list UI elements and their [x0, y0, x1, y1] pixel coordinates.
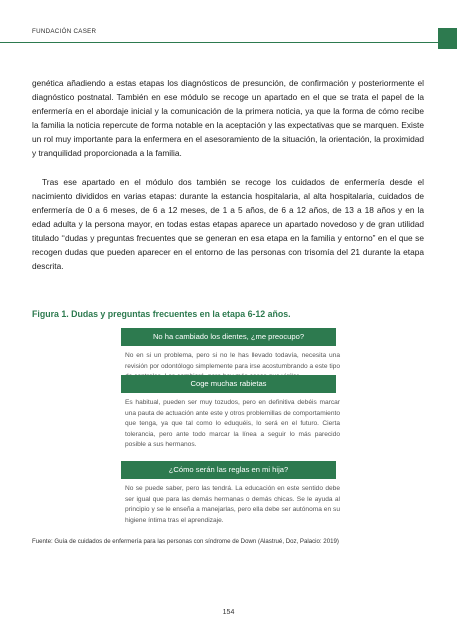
body-paragraph-2: Tras ese apartado en el módulo dos también se recoge los cuidados de enfermería desde el nacimiento divididos en varias etapas: durante la estancia hospitalaria, al alta hospitalaria, cuidados de enfermería de 0 a 6 meses, de 6 a 12 meses, de 1 a 5 años, de 6 a 12 años, de 13 a 18 años y en la edad adulta y la persona mayor, en todas estas etapas aparece un apartado novedoso y de gran utilidad titulado ‘‘dudas y preguntas frecuentes que se generan en esa etapa en la familia y entorno” en el que se recogen dudas que pueden aparecer en el entorno de las personas con trisomía del 21 durante la etapa descrita.	[32, 177, 424, 271]
body-paragraph-1: genética añadiendo a estas etapas los diagnósticos de presunción, de confirmación y posteriormente el diagnóstico postnatal. También en ese módulo se recoge un apartado en el que se trata el papel de la enfermería en el abordaje inicial y la comunicación de la primera noticia, ya que la forma de cómo recibe la familia la noticia repercute de forma notable en la aceptación y las expectativas que se marquen. Existe un rol muy importante para la enfermera en el asesoramiento de la situación, la orientación, la proximidad y tranquilidad proporcionada a la familia.	[32, 78, 424, 158]
figure-question-2: Coge muchas rabietas	[121, 375, 336, 393]
figure-title: Figura 1. Dudas y preguntas frecuentes en la etapa 6-12 años.	[32, 309, 291, 319]
figure-answer-1: No en si un problema, pero si no le has llevado todavía, necesita una revisión por odontólogo simplemente para irse acostumbrando a este tipo	[125, 352, 340, 370]
page-number: 154	[222, 609, 235, 616]
figure-source: Fuente: Guía de cuidados de enfermería para las personas con síndrome de Down (Alastrué, Doz, Palacio: 2019)	[32, 538, 339, 545]
figure-question-3: ¿Cómo serán las reglas en mi hija?	[121, 461, 336, 479]
figure-answer-2: Es habitual, pueden ser muy tozudos, pero en definitiva debéis marcar una pauta de actuación ante este y otros problemillas de comportamiento que tenga, ya que tal como lo eduquéis, lo será en el futuro. Cierta tolerancia, pero ante todo marcar la línea a seguir lo más parecido posible a sus hermanos.	[125, 399, 340, 449]
header-rule	[0, 42, 438, 43]
figure-question-1: No ha cambiado los dientes, ¿me preocupo?	[121, 328, 336, 346]
header-org: FUNDACIÓN CASER	[32, 28, 97, 35]
header-accent-bar	[438, 28, 457, 49]
figure-answer-3: No se puede saber, pero las tendrá. La educación en este sentido debe ser igual que para las demás hermanas o demás chicas. Se le ayuda al principio y se le enseña a manejarlas, pero ella debe ser autónoma en su higiene íntima tras el aprendizaje.	[125, 485, 340, 524]
